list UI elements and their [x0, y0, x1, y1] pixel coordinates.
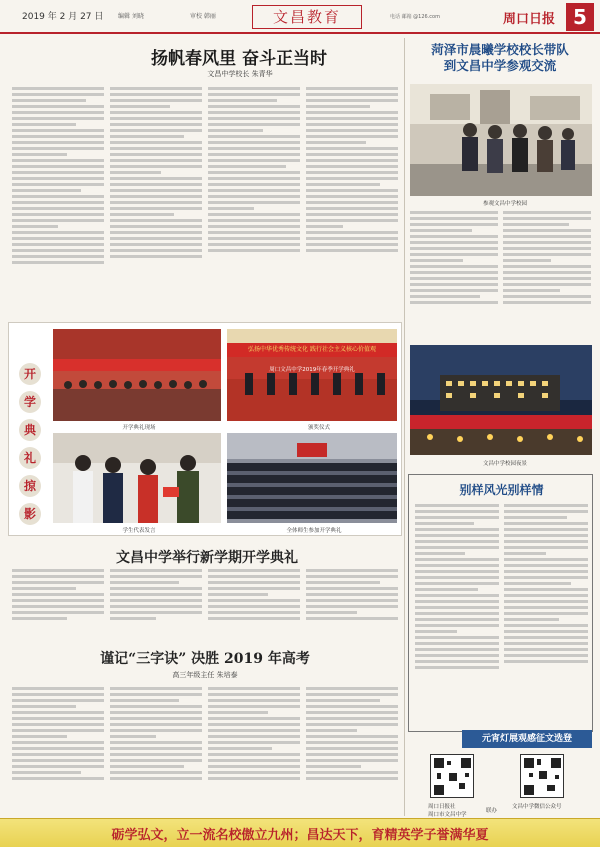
third-article-column-3 [208, 684, 300, 814]
reviewer-credit: 审校 韩丽 [190, 13, 216, 20]
gallery-caption-4: 全体师生参加开学典礼 [286, 528, 342, 534]
gallery-photo-audience [227, 433, 397, 523]
second-article-column-1 [12, 566, 104, 638]
right-article-column-1 [410, 208, 498, 338]
gallery-label [15, 363, 45, 521]
gallery-label-char: 影 [19, 503, 41, 525]
second-article-column-3 [208, 566, 300, 638]
qr-label-wechat: 文昌中学微信公众号 [512, 804, 562, 810]
gallery-caption-3: 学生代表发言 [122, 528, 156, 534]
page-header [0, 0, 600, 34]
essay-column-2 [504, 501, 588, 727]
gallery-caption-1: 开学典礼现场 [122, 425, 156, 431]
gallery-label-char: 开 [19, 363, 41, 385]
gallery-photo-ceremony [53, 329, 221, 421]
gallery-label-char: 学 [19, 391, 41, 413]
night-campus-photo [410, 345, 592, 455]
third-article-column-1 [12, 684, 104, 814]
column-divider [404, 38, 405, 816]
gallery-label-char: 礼 [19, 447, 41, 469]
right-article-column-2 [503, 208, 591, 338]
gallery-caption-2: 颁奖仪式 [307, 425, 330, 431]
essay-sidebar-title: 别样风光别样情 [459, 483, 544, 497]
gallery-photo-award [53, 433, 221, 523]
lead-article-column-1 [12, 84, 104, 314]
right-article-title-line-1: 菏泽市晨曦学校校长带队 [431, 42, 569, 57]
lead-article-title: 扬帆春风里 奋斗正当时 [151, 49, 327, 69]
essay-sidebar [408, 474, 593, 732]
issue-date: 2019 年 2 月 27 日 [22, 12, 104, 22]
footer-slogan: 砺学弘文，立一流名校傲立九州；昌达天下，育精英学子誉满华夏 [111, 828, 489, 843]
night-photo-caption: 文昌中学校园夜景 [482, 461, 527, 467]
section-title: 文昌教育 [252, 5, 362, 29]
qr-section [408, 752, 593, 820]
lead-article-column-4 [306, 84, 398, 314]
qr-label-school: 周口市文昌中学 [428, 812, 467, 818]
third-article-column-4 [306, 684, 398, 814]
qr-code-school[interactable] [520, 754, 564, 798]
second-article-column-4 [306, 566, 398, 638]
qr-label-newspaper: 周口日报社 [428, 804, 456, 810]
footer-banner [0, 818, 600, 847]
third-article-column-2 [110, 684, 202, 814]
third-article-byline: 高三年级主任 朱培泰 [172, 671, 238, 679]
page-number: 5 [566, 3, 594, 31]
essay-announcement: 元宵灯展观感征文选登 [462, 730, 592, 748]
lead-article-column-2 [110, 84, 202, 314]
editor-credit: 编辑 刘晓 [118, 13, 144, 20]
opening-ceremony-gallery [8, 322, 402, 536]
gallery-photo-stage [227, 329, 397, 421]
gallery-label-char: 掠 [19, 475, 41, 497]
newspaper-logo: 周口日报 [503, 12, 556, 27]
qr-joint-label: 联办 [486, 808, 498, 814]
visit-photo-caption: 参观文昌中学校园 [482, 201, 527, 207]
contact-info: 电话 邮箱 @126.com [390, 14, 440, 20]
right-article-title [410, 42, 590, 74]
visit-photo [410, 84, 592, 196]
right-article-title-line-2: 到文昌中学参观交流 [443, 58, 557, 73]
stage-banner-sub: 周口文昌中学2019年春季开学典礼 [269, 367, 355, 373]
stage-banner-text: 弘扬中华优秀传统文化 践行社会主义核心价值观 [248, 346, 376, 353]
third-article-title: 谨记“三字诀” 决胜 2019 年高考 [100, 651, 310, 667]
second-article-column-2 [110, 566, 202, 638]
second-article-title: 文昌中学举行新学期开学典礼 [116, 550, 298, 566]
qr-code-newspaper[interactable] [430, 754, 474, 798]
essay-column-1 [415, 501, 499, 727]
gallery-label-char: 典 [19, 419, 41, 441]
lead-article-byline: 文昌中学校长 朱青华 [207, 70, 273, 78]
lead-article-column-3 [208, 84, 300, 314]
